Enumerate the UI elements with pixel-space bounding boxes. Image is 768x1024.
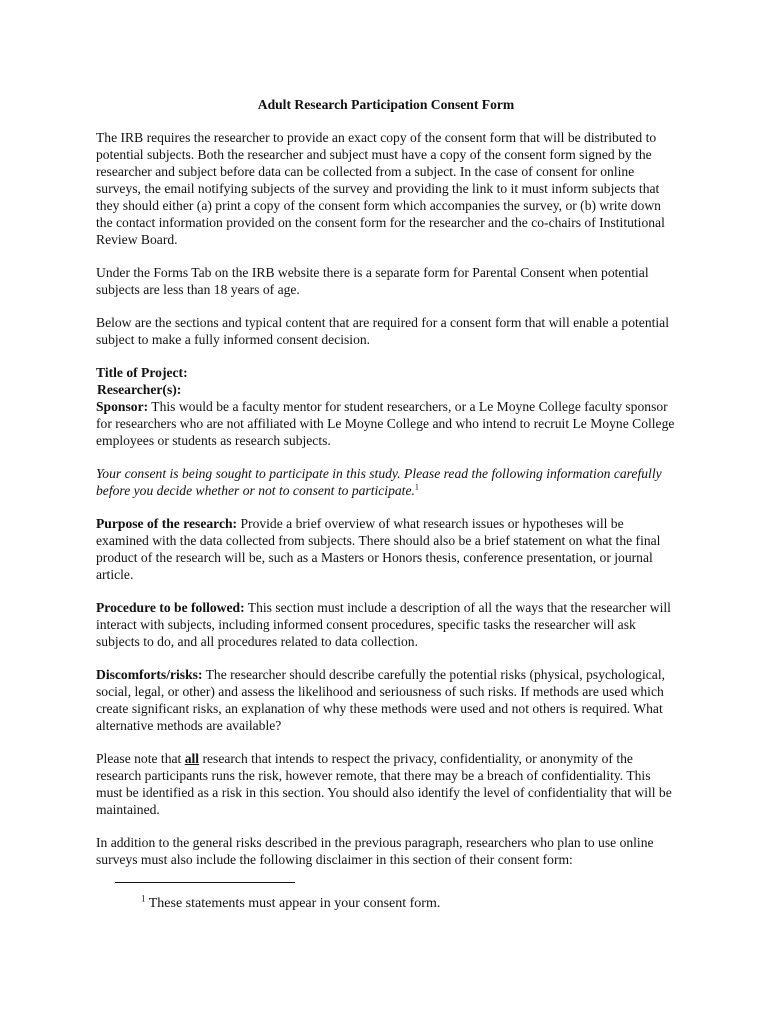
sponsor-text: This would be a faculty mentor for student researchers, or a Le Moyne College faculty sponsor for researchers who are not affiliated with Le Moyne College and who intend to recruit Le Moyne College employees or students as research subjects.	[96, 399, 675, 448]
purpose-label: Purpose of the research:	[96, 516, 238, 531]
confidentiality-note	[96, 750, 676, 818]
procedure-text: This section must include a description of all the ways that the researcher will interact with subjects, including informed consent procedures, specific tasks the researcher will ask subjects to do, and all procedures related to data collection.	[96, 600, 671, 649]
field-researchers	[96, 381, 676, 398]
purpose-text: Provide a brief overview of what research issues or hypotheses will be examined with the data collected from subjects. There should also be a brief statement on what the final product of the research will be, such as a Masters or Honors thesis, conference presentation, or journal article.	[96, 516, 661, 582]
footnote-separator	[115, 882, 295, 883]
note-emphasis-all: all	[184, 751, 200, 766]
risks-text: The researcher should describe carefully the potential risks (physical, psychological, social, legal, or other) and assess the likelihood and seriousness of such risks. If methods are used which create significant risks, an explanation of why these methods were used and not others is required. What alternative methods are available?	[96, 667, 666, 733]
note-before: Please note that	[96, 751, 185, 766]
section-risks	[96, 666, 676, 734]
intro-paragraph-sections: Below are the sections and typical content that are required for a consent form that will enable a potential subject to make a fully informed consent decision.	[96, 315, 669, 347]
consent-statement	[96, 465, 676, 499]
researchers-label: Researcher(s):	[97, 382, 182, 397]
document-title: Adult Research Participation Consent Form	[257, 97, 515, 112]
document-page	[96, 96, 676, 884]
field-title-of-project	[96, 364, 676, 381]
consent-statement-text: Your consent is being sought to participate in this study. Please read the following information carefully before you decide whether or not to consent to participate.	[96, 466, 662, 498]
footnote-marker: 1	[141, 893, 146, 904]
section-purpose	[96, 515, 676, 583]
footnote-text: These statements must appear in your consent form.	[145, 896, 441, 911]
note-after: research that intends to respect the privacy, confidentiality, or anonymity of the research participants runs the risk, however remote, that there may be a breach of confidentiality. This must be identified as a risk in this section. You should also identify the level of confidentiality that will be maintained.	[96, 751, 672, 817]
footnote	[141, 895, 440, 913]
footnote-reference: 1	[414, 482, 419, 492]
procedure-label: Procedure to be followed:	[96, 600, 245, 615]
sponsor-label: Sponsor:	[96, 399, 149, 414]
intro-paragraph-irb: The IRB requires the researcher to provide an exact copy of the consent form that will be distributed to potential subjects. Both the researcher and subject must have a copy of the consent form signed by the researcher and subject before data can be collected from a subject. In the case of consent for online surveys, the email notifying subjects of the survey and providing the link to it must inform subjects that they should either (a) print a copy of the consent form which accompanies the survey, or (b) write down the contact information provided on the consent form for the researcher and the co-chairs of Institutional Review Board.	[96, 130, 665, 247]
field-sponsor	[96, 398, 676, 449]
intro-paragraph-parental: Under the Forms Tab on the IRB website there is a separate form for Parental Consent when potential subjects are less than 18 years of age.	[96, 265, 649, 297]
risks-label: Discomforts/risks:	[96, 667, 203, 682]
section-procedure	[96, 599, 676, 650]
online-surveys-paragraph: In addition to the general risks described in the previous paragraph, researchers who plan to use online surveys must also include the following disclaimer in this section of their consent form:	[96, 835, 654, 867]
title-of-project-label: Title of Project:	[96, 365, 188, 380]
